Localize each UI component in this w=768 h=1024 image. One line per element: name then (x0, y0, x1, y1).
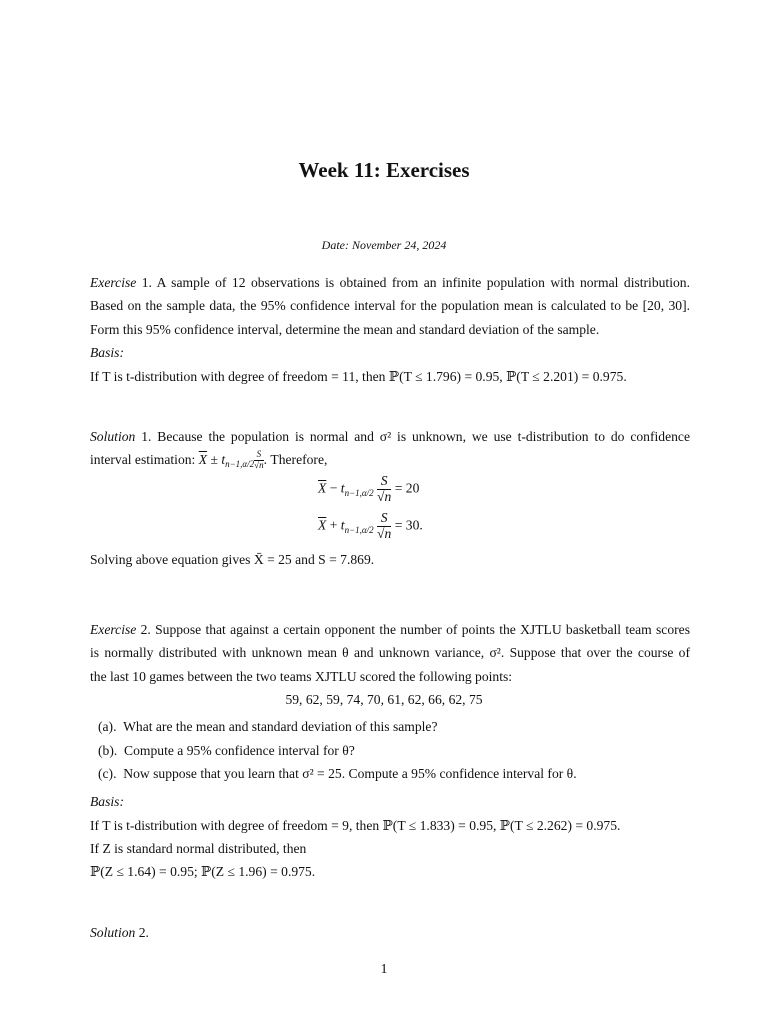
exercise-1-basis-label: Basis: (90, 345, 124, 360)
exercise-2-text-1: Suppose that against a certain opponent the number of points the XJTLU basketball team scores (155, 622, 690, 637)
solution-1-text-2-after: . Therefore, (263, 452, 328, 467)
solution-2-heading (90, 921, 690, 945)
solution-1-line-2 (90, 448, 690, 474)
equation-1-rhs: = 20 (394, 480, 420, 496)
exercise-2-basis-label: Basis: (90, 794, 124, 809)
exercise-1-label: Exercise (90, 275, 137, 290)
equation-1: $\overline{X} - t_{n-1,\alpha/2}$ $\frac{S}{√n}$ = 20 (318, 473, 420, 504)
solution-1-conclusion: Solving above equation gives X̄ = 25 and S = 7.869. (90, 552, 375, 567)
points-list: 59, 62, 59, 74, 70, 61, 62, 66, 62, 75 (285, 692, 483, 707)
solution-1-text-1: Because the population is normal and σ² is unknown, we use t-distribution to do confidence (157, 429, 690, 444)
exercise-2-basis-line-3: ℙ(Z ≤ 1.64) = 0.95; ℙ(Z ≤ 1.96) = 0.975. (90, 864, 316, 879)
equation-2-rhs: = 30. (394, 517, 423, 533)
list-item (98, 743, 355, 759)
exercise-1-text-1: A sample of 12 observations is obtained from an infinite population with normal distribution. (156, 275, 690, 290)
exercise-2-label: Exercise (90, 622, 137, 637)
item-a-text: What are the mean and standard deviation of this sample? (123, 719, 438, 734)
equation-2: $\overline{X} + t_{n-1,\alpha/2}$ $\frac{S}{√n}$ = 30. (318, 510, 423, 541)
exercise-2-line-3: the last 10 games between the two teams XJTLU scored the following points: (90, 669, 513, 684)
exercise-1-line-2: Based on the sample data, the 95% confidence interval for the population mean is calculated to be [20, 30]. (90, 298, 690, 313)
item-b-text: Compute a 95% confidence interval for θ? (124, 743, 355, 758)
exercise-2-number: 2. (140, 622, 151, 637)
solution-1-line-1 (90, 425, 690, 449)
inline-formula: $\overline{X} \pm t_{n-1,\alpha/2}$ $\frac{S}{√n}$ (198, 449, 264, 471)
item-b-label: (b). (98, 743, 118, 758)
item-c-label: (c). (98, 766, 117, 781)
exercise-2-line-2: is normally distributed with unknown mean θ and unknown variance, σ². Suppose that over the course of (90, 645, 690, 660)
page-title: Week 11: Exercises (298, 158, 470, 182)
exercise-2-basis-line-2: If Z is standard normal distributed, then (90, 841, 307, 856)
list-item (98, 719, 438, 735)
exercise-1-number: 1. (141, 275, 152, 290)
exercise-1-basis-line: If T is t-distribution with degree of freedom = 11, then ℙ(T ≤ 1.796) = 0.95, ℙ(T ≤ 2.201) = 0.975. (90, 369, 627, 384)
list-item (98, 766, 577, 782)
item-c-text: Now suppose that you learn that σ² = 25. Compute a 95% confidence interval for θ. (123, 766, 577, 781)
solution-2-number: 2. (138, 925, 149, 940)
solution-2-label: Solution (90, 925, 136, 940)
solution-1-number: 1. (141, 429, 152, 444)
exercise-2-line-1 (90, 618, 690, 642)
document-date: Date: November 24, 2024 (321, 238, 447, 252)
page-number: 1 (380, 962, 388, 977)
exercise-2-basis-line-1: If T is t-distribution with degree of freedom = 9, then ℙ(T ≤ 1.833) = 0.95, ℙ(T ≤ 2.262) = 0.975. (90, 818, 621, 833)
solution-1-label: Solution (90, 429, 136, 444)
exercise-1-line-3: Form this 95% confidence interval, determine the mean and standard deviation of the sample. (90, 322, 600, 337)
exercise-1-line-1 (90, 271, 690, 295)
item-a-label: (a). (98, 719, 117, 734)
solution-1-text-2: interval estimation: (90, 452, 196, 467)
